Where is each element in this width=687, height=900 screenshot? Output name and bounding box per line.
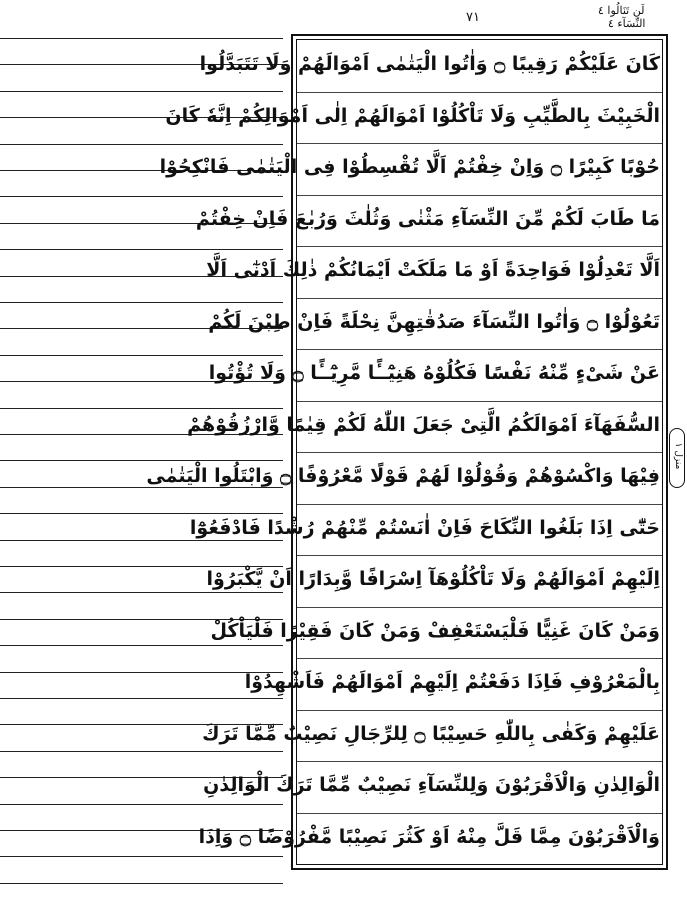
note-rule-line (0, 856, 283, 857)
manzil-label: منزل ١ (673, 442, 683, 470)
note-rule-line (0, 144, 283, 145)
line-separator (297, 143, 662, 144)
line-separator (297, 452, 662, 453)
line-separator (297, 607, 662, 608)
verse-line: اِلَيْهِمْ اَمْوَالَهُمْ وَلَا تَاْكُلُوْهَآ اِسْرَافًا وَّبِدَارًا اَنْ يَّكْبَرُوْا (206, 568, 660, 590)
verse-line: حُوْبًا كَبِيْرًا ۝ وَاِنْ خِفْتُمْ اَلَّا تُقْسِطُوْا فِى الْيَتٰمٰى فَانْكِحُوْا (159, 156, 660, 178)
verse-line: الْوَالِدٰنِ وَالْاَقْرَبُوْنَ وَلِلنِّسَآءِ نَصِيْبٌ مِّمَّا تَرَكَ الْوَالِدٰنِ (203, 774, 660, 796)
line-separator (297, 92, 662, 93)
verse-line: اَلَّا تَعْدِلُوْا فَوَاحِدَةً اَوْ مَا مَلَكَتْ اَيْمَانُكُمْ ذٰلِكَ اَدْنٰٓى اَلَّا (206, 259, 660, 281)
manzil-marker (669, 428, 685, 488)
line-separator (297, 401, 662, 402)
line-separator (297, 246, 662, 247)
line-separator (297, 658, 662, 659)
line-separator (297, 349, 662, 350)
line-separator (297, 710, 662, 711)
verse-line: تَعُوْلُوْا ۝ وَاٰتُوا النِّسَآءَ صَدُقٰتِهِنَّ نِحْلَةً فَاِنْ طِبْنَ لَكُمْ (208, 310, 660, 333)
verse-line: فِيْهَا وَاكْسُوْهُمْ وَقُوْلُوْا لَهُمْ قَوْلًا مَّعْرُوْفًا ۝ وَابْتَلُوا الْيَتٰمٰى (146, 465, 660, 487)
line-separator (297, 195, 662, 196)
line-separator (297, 298, 662, 299)
verse-line: عَلَيْهِمْ وَكَفٰى بِاللّٰهِ حَسِيْبًا ۝ لِلرِّجَالِ نَصِيْبٌ مِّمَّا تَرَكَ (202, 722, 660, 745)
note-rule-line (0, 38, 283, 39)
verse-line: وَمَنْ كَانَ غَنِيًّا فَلْيَسْتَعْفِفْ وَمَنْ كَانَ فَقِيْرًا فَلْيَاْكُلْ (210, 619, 660, 642)
note-rule-line (0, 196, 283, 197)
verse-line: مَا طَابَ لَكُمْ مِّنَ النِّسَآءِ مَثْنٰى وَثُلٰثَ وَرُبٰعَ فَاِنْ خِفْتُمْ (195, 207, 660, 230)
note-rule-line (0, 672, 283, 673)
line-separator (297, 555, 662, 556)
line-separator (297, 761, 662, 762)
verse-line: وَالْاَقْرَبُوْنَ مِمَّا قَلَّ مِنْهُ اَوْ كَثُرَ نَصِيْبًا مَّفْرُوْضًا ۝ وَاِذَا (198, 825, 660, 848)
page-number: ٧١ (466, 10, 480, 25)
line-separator (297, 504, 662, 505)
verse-line: السُّفَهَآءَ اَمْوَالَكُمُ الَّتِىْ جَعَلَ اللّٰهُ لَكُمْ قِيٰمًا وَّارْزُقُوْهُمْ (187, 413, 660, 436)
line-separator (297, 813, 662, 814)
juz-header: لَن تَنَالُوا ٤ (598, 4, 645, 17)
note-rule-line (0, 698, 283, 699)
verse-line: بِالْمَعْرُوْفِ فَاِذَا دَفَعْتُمْ اِلَيْهِمْ اَمْوَالَهُمْ فَاَشْهِدُوْا (244, 671, 660, 693)
surah-header: النِّسَآء ٤ (608, 17, 646, 30)
note-rule-line (0, 883, 283, 884)
verse-line: كَانَ عَلَيْكُمْ رَقِيبًا ۝ وَاٰتُوا الْيَتٰمٰى اَمْوَالَهُمْ وَلَا تَتَبَدَّلُوا (199, 53, 660, 75)
note-rule-line (0, 91, 283, 92)
verse-line: حَتّٰٓى اِذَا بَلَغُوا النِّكَاحَ فَاِنْ اٰنَسْتُمْ مِّنْهُمْ رُشْدًا فَادْفَعُوْٓا (189, 516, 660, 539)
verse-line: الْخَبِيْثَ بِالطَّيِّبِ وَلَا تَاْكُلُوْا اَمْوَالَهُمْ اِلٰى اَمْوَالِكُمْ اِنَّهٗ كَانَ (165, 104, 660, 127)
verse-line: عَنْ شَىْءٍ مِّنْهُ نَفْسًا فَكُلُوْهُ هَنِيْٓــًٔا مَّرِيْٓــًٔا ۝ وَلَا تُؤْتُوا (208, 362, 660, 384)
